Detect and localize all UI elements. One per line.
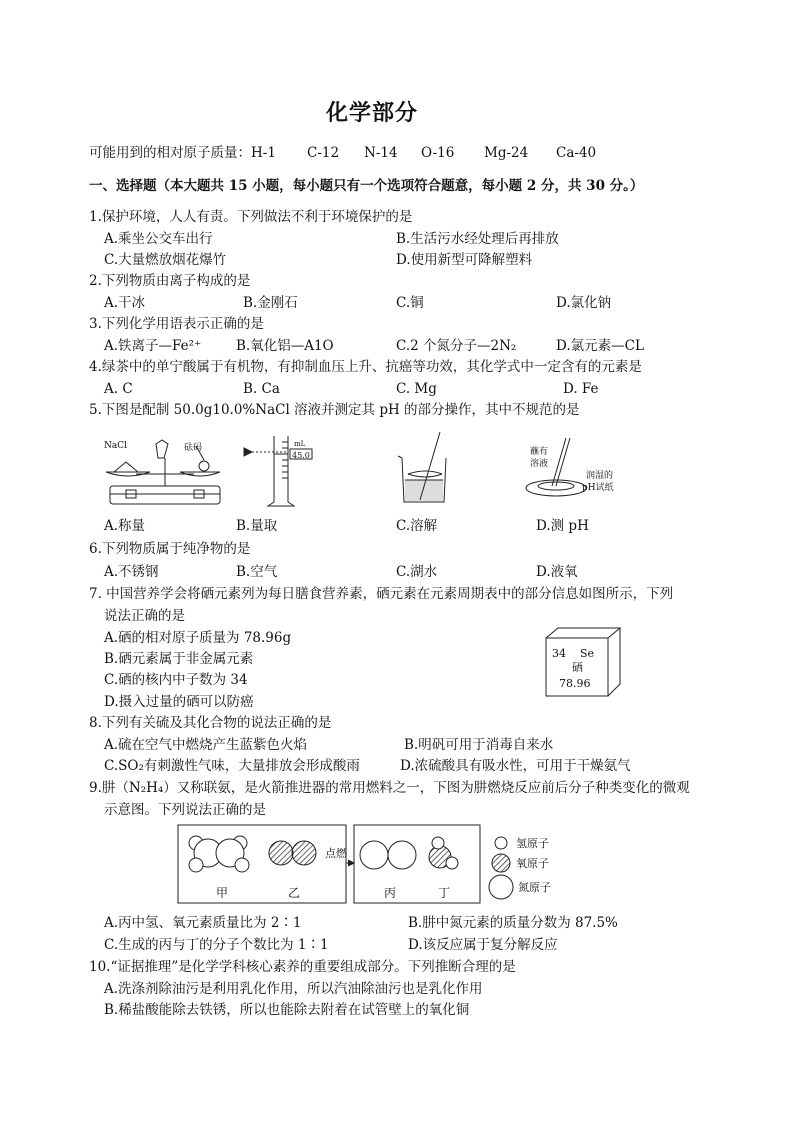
paper-label-2: pH试纸	[582, 483, 614, 493]
q4-option-b: B. Ca	[243, 381, 280, 397]
weight-label: 砝码	[184, 443, 203, 453]
q5-option-a: A.称量	[104, 518, 146, 534]
q8-stem: 8.下列有关硫及其化合物的说法正确的是	[89, 715, 332, 731]
q3-option-c: C.2 个氮分子—2N₂	[396, 338, 517, 354]
q1-option-a: A.乘坐公交车出行	[104, 231, 213, 247]
selenium-symbol: Se	[580, 647, 595, 660]
q9-option-d: D.该反应属于复分解反应	[408, 937, 558, 953]
nacl-label: NaCl	[104, 441, 128, 451]
q4-option-d: D. Fe	[563, 381, 599, 397]
q6-stem: 6.下列物质属于纯净物的是	[89, 541, 251, 557]
q1-option-d: D.使用新型可降解塑料	[396, 252, 533, 268]
q1-stem: 1.保护环境，人人有责。下列做法不利于环境保护的是	[89, 209, 413, 225]
q4-stem: 4.绿茶中的单宁酸属于有机物，有抑制血压上升、抗癌等功效，其化学式中一定含有的元素是	[89, 359, 642, 375]
q8-option-d: D.浓硫酸具有吸水性，可用于干燥氨气	[400, 758, 631, 774]
q1-option-b: B.生活污水经处理后再排放	[396, 231, 559, 247]
ml-label: mL	[294, 440, 306, 448]
q6-option-c: C.湖水	[396, 564, 438, 580]
q2-stem: 2.下列物质由离子构成的是	[89, 273, 251, 289]
atomic-mass-n: N-14	[364, 145, 398, 161]
q9-option-b: B.肼中氮元素的质量分数为 87.5%	[408, 915, 618, 931]
selenium-name: 硒	[572, 661, 583, 674]
q7-stem-line2: 说法正确的是	[104, 608, 185, 624]
q5-option-d: D.测 pH	[536, 518, 589, 534]
q5-experiment-figure	[96, 428, 666, 512]
arrow-label: 点燃	[325, 847, 347, 860]
q10-option-b: B.稀盐酸能除去铁锈，所以也能除去附着在试管壁上的氧化铜	[104, 1002, 470, 1018]
q9-molecule-diagram	[176, 823, 596, 905]
q4-option-c: C. Mg	[396, 381, 437, 397]
q6-option-a: A.不锈钢	[104, 564, 159, 580]
legend-hydrogen: 氢原子	[516, 837, 549, 850]
q2-option-a: A.干冰	[104, 295, 146, 311]
beaker-icon	[398, 432, 446, 502]
q9-option-a: A.丙中氢、氧元素质量比为 2∶1	[104, 915, 302, 931]
q5-option-c: C.溶解	[396, 518, 438, 534]
q4-option-a: A. C	[104, 381, 133, 397]
q3-option-b: B.氧化铝—A1O	[236, 338, 334, 354]
atomic-mass-o: O-16	[421, 145, 455, 161]
q9-stem-line2: 示意图。下列说法正确的是	[104, 802, 266, 818]
q7-option-c: C.硒的核内中子数为 34	[104, 672, 248, 688]
q3-stem: 3.下列化学用语表示正确的是	[89, 316, 264, 332]
q9-option-c: C.生成的丙与丁的分子个数比为 1∶1	[104, 937, 329, 953]
q6-option-d: D.液氧	[536, 564, 578, 580]
q8-option-b: B.明矾可用于消毒自来水	[404, 737, 554, 753]
atomic-mass-ca: Ca-40	[556, 145, 597, 161]
atomic-mass-c: C-12	[307, 145, 340, 161]
q2-option-c: C.铜	[396, 295, 424, 311]
selenium-mass: 78.96	[559, 677, 591, 690]
q7-option-a: A.硒的相对原子质量为 78.96g	[104, 630, 292, 646]
jia-label: 甲	[216, 886, 229, 900]
q7-stem-line1: 7. 中国营养学会将硒元素列为每日膳食营养素，硒元素在元素周期表中的部分信息如图所示，下列	[89, 586, 674, 602]
q8-option-c: C.SO₂有刺激性气味，大量排放会形成酸雨	[104, 758, 360, 774]
paper-label-1: 润湿的	[586, 471, 614, 481]
yi-label: 乙	[288, 886, 301, 900]
atomic-mass-mg: Mg-24	[484, 145, 529, 161]
q3-option-d: D.氯元素—CL	[556, 338, 644, 354]
q1-option-c: C.大量燃放烟花爆竹	[104, 252, 227, 268]
dip-label-2: 溶液	[530, 459, 549, 469]
q10-stem: 10.“证据推理”是化学学科核心素养的重要组成部分。下列推断合理的是	[89, 959, 516, 975]
legend-oxygen: 氧原子	[516, 857, 549, 870]
q2-option-b: B.金刚石	[243, 295, 298, 311]
legend-nitrogen: 氮原子	[518, 881, 551, 894]
q8-option-a: A.硫在空气中燃烧产生蓝紫色火焰	[104, 737, 308, 753]
q3-option-a: A.铁离子—Fe²⁺	[104, 338, 202, 354]
q10-option-a: A.洗涤剂除油污是利用乳化作用，所以汽油除油污也是乳化作用	[104, 981, 483, 997]
q5-stem: 5.下图是配制 50.0g10.0%NaCl 溶液并测定其 pH 的部分操作，其中不规范的是	[89, 402, 580, 418]
q6-option-b: B.空气	[236, 564, 278, 580]
q2-option-d: D.氯化钠	[556, 295, 612, 311]
bing-label: 丙	[384, 886, 397, 900]
section-heading: 一、选择题（本大题共 15 小题，每小题只有一个选项符合题意，每小题 2 分，共 30 分。）	[89, 178, 644, 194]
page-title: 化学部分	[326, 101, 419, 126]
selenium-element-cell	[542, 624, 628, 700]
q9-stem-line1: 9.肼（N₂H₄）又称联氨，是火箭推进器的常用燃料之一，下图为肼燃烧反应前后分子种类变化的微观	[89, 780, 690, 796]
reading-label: 45.0	[292, 451, 310, 460]
selenium-number: 34	[552, 647, 566, 660]
atomic-mass-label: 可能用到的相对原子质量：H-1	[89, 145, 276, 161]
q5-option-b: B.量取	[236, 518, 278, 534]
q7-option-b: B.硒元素属于非金属元素	[104, 651, 254, 667]
dip-label-1: 蘸有	[530, 447, 549, 457]
ding-label: 丁	[438, 886, 451, 900]
q7-option-d: D.摄入过量的硒可以防癌	[104, 694, 254, 710]
